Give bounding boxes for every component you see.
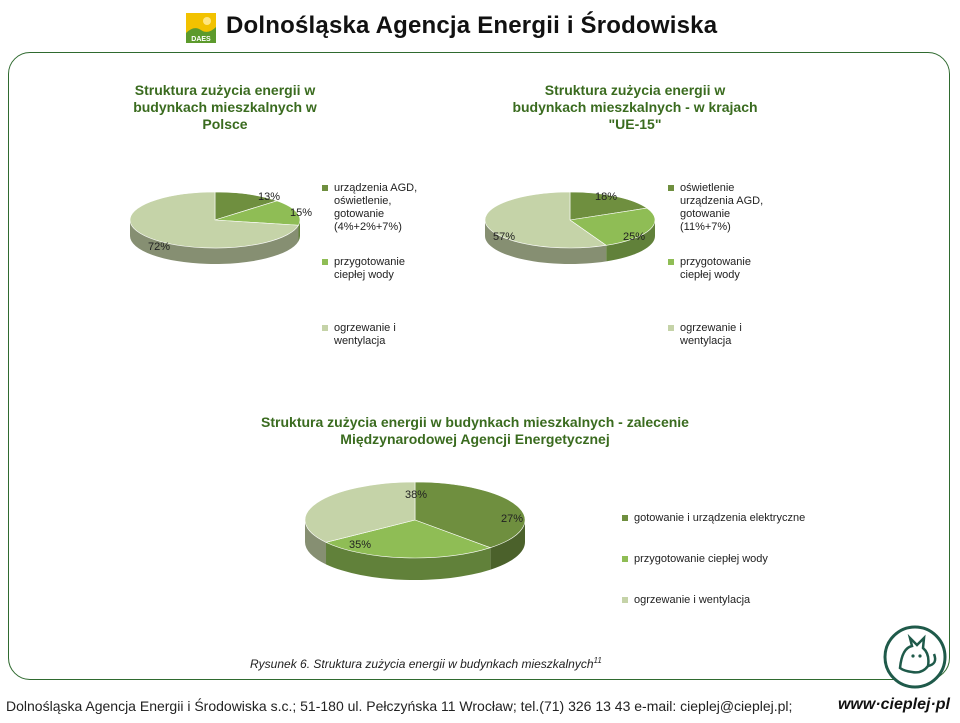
legend-swatch [668, 325, 674, 331]
data-label: 72% [148, 241, 171, 253]
legend-label: ogrzewanie i wentylacja [680, 322, 742, 347]
chart-2-title [500, 82, 770, 133]
legend-label: oświetlenie urządzenia AGD, gotowanie (11%+7%) [680, 182, 764, 233]
chart-1-title [120, 82, 330, 133]
caption-text: Rysunek 6. Struktura zużycia energii w budynkach mieszkalnych [250, 657, 594, 671]
caption-footnote: 11 [593, 656, 602, 665]
legend-item [322, 256, 452, 282]
page-header [0, 0, 960, 52]
legend-label: przygotowanie ciepłej wody [634, 553, 768, 565]
daes-logo [186, 13, 216, 43]
data-label: 15% [290, 207, 313, 219]
legend-item [322, 182, 452, 234]
data-label: 27% [501, 513, 524, 525]
cat-logo-icon [882, 624, 948, 690]
chart-title-line: "UE-15" [608, 116, 662, 132]
chart-title-line: Struktura zużycia energii w [544, 82, 726, 98]
agency-title: Dolnośląska Agencja Energii i Środowiska [226, 12, 718, 39]
chart-title-line: budynkach mieszkalnych - w krajach [512, 99, 758, 115]
chart-title-line: Struktura zużycia energii w budynkach mieszkalnych - zalecenie [261, 414, 689, 430]
legend-label: gotowanie i urządzenia elektryczne [634, 512, 806, 524]
legend-swatch [668, 259, 674, 265]
legend-swatch [668, 185, 674, 191]
legend-label: przygotowanie ciepłej wody [334, 256, 405, 281]
legend-swatch [322, 325, 328, 331]
legend-item [668, 256, 798, 282]
logo-text: DAES [191, 36, 211, 43]
data-label: 18% [595, 191, 618, 203]
legend-item [622, 512, 882, 525]
chart-3-legend [622, 512, 882, 607]
data-label: 25% [623, 231, 646, 243]
footer-contact: Dolnośląska Agencja Energii i Środowiska s.c.; 51-180 ul. Pełczyńska 11 Wrocław; tel.(71) 326 13 43 e-mail: cieplej@cieplej.pl; [6, 698, 793, 714]
data-label: 13% [258, 191, 281, 203]
chart-2-legend [668, 182, 798, 348]
figure-caption [250, 656, 602, 671]
footer-website-link[interactable]: www·cieplej·pl [837, 696, 950, 713]
legend-item [322, 322, 452, 348]
chart-title-line: Międzynarodowej Agencji Energetycznej [340, 431, 610, 447]
legend-item [668, 182, 798, 234]
legend-swatch [622, 597, 628, 603]
legend-swatch [322, 185, 328, 191]
legend-label: ogrzewanie i wentylacja [334, 322, 396, 347]
chart-title-line: Struktura zużycia energii w [134, 82, 316, 98]
chart-3-title [200, 414, 750, 448]
legend-item [622, 594, 882, 607]
data-label: 57% [493, 231, 516, 243]
legend-label: ogrzewanie i wentylacja [634, 594, 751, 606]
chart-title-line: budynkach mieszkalnych w Polsce [133, 99, 317, 132]
chart-1-legend [322, 182, 452, 348]
legend-swatch [622, 556, 628, 562]
page-footer [6, 696, 956, 718]
data-label: 38% [405, 489, 428, 501]
chart-3-pie [295, 470, 535, 610]
legend-label: przygotowanie ciepłej wody [680, 256, 751, 281]
legend-swatch [622, 515, 628, 521]
chart-2-pie [475, 180, 675, 310]
chart-1-pie [120, 180, 320, 310]
legend-swatch [322, 259, 328, 265]
legend-label: urządzenia AGD, oświetlenie, gotowanie (4%+2%+7%) [334, 182, 418, 233]
data-label: 35% [349, 539, 372, 551]
legend-item [668, 322, 798, 348]
legend-item [622, 553, 882, 566]
